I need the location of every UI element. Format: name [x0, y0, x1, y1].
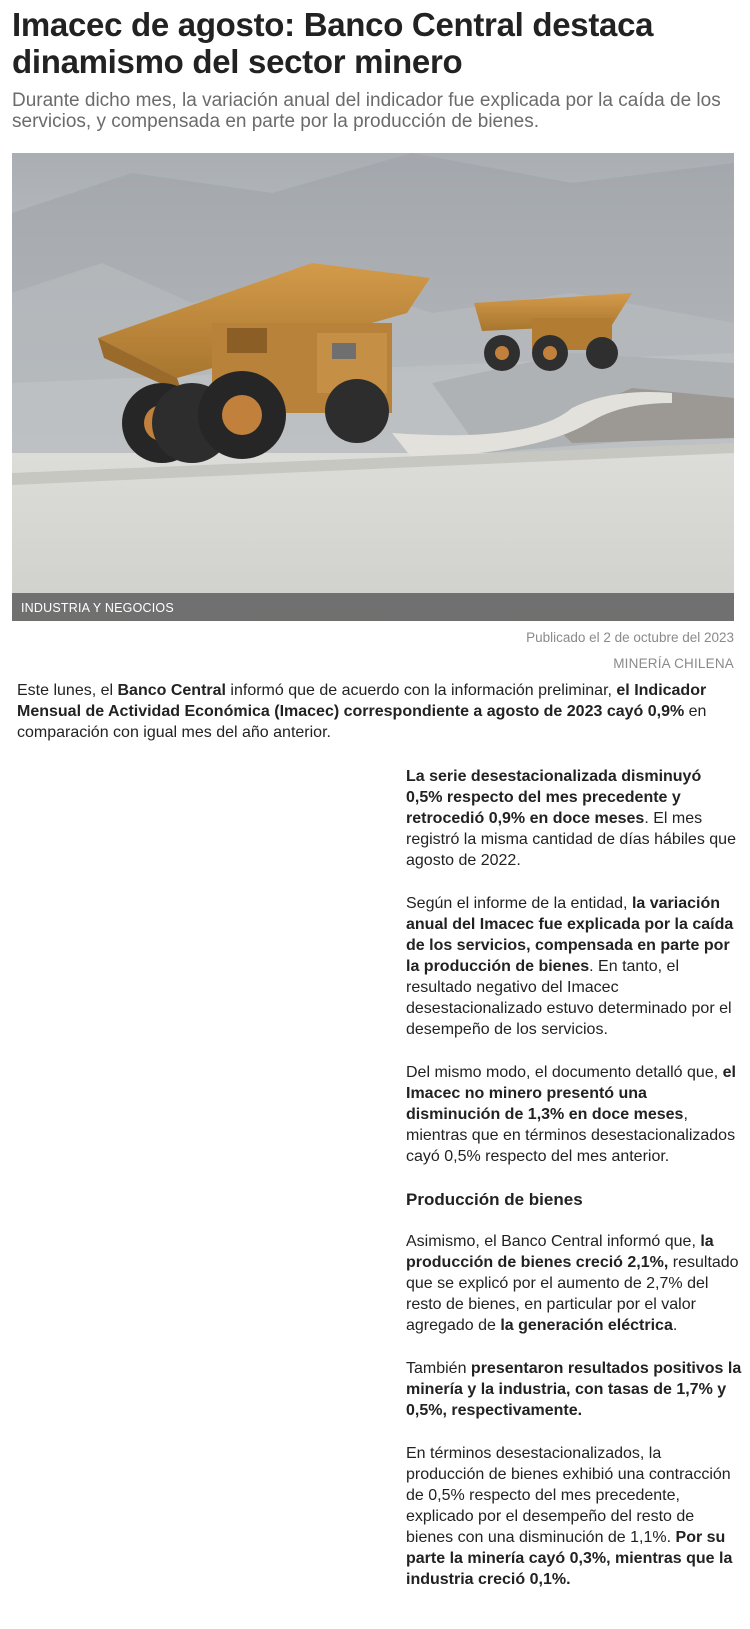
body-paragraph-4 [406, 1231, 742, 1336]
p2-bold: la variación anual del Imacec fue explicada por la caída de los servicios, compensada en parte por la producción de bienes [406, 895, 734, 975]
p1-bold: La serie desestacionalizada disminuyó 0,5% respecto del mes precedente y retrocedió 0,9% en doce meses [406, 768, 702, 827]
p2-text-1: Según el informe de la entidad, [406, 895, 632, 912]
p4-bold-2: la generación eléctrica [500, 1317, 673, 1334]
hero-image [12, 153, 734, 621]
category-label[interactable]: INDUSTRIA Y NEGOCIOS [21, 601, 174, 615]
source-label: MINERÍA CHILENA [613, 656, 734, 671]
p3-text-2: , mientras que en términos desestacionalizados cayó 0,5% respecto del mes anterior. [406, 1106, 736, 1165]
lead-text-1: Este lunes, el [17, 682, 118, 699]
article-title: Imacec de agosto: Banco Central destaca dinamismo del sector minero [12, 6, 654, 80]
publish-date: Publicado el 2 de octubre del 2023 [526, 630, 734, 645]
p4-text-2: resultado que se explicó por el aumento de 2,7% del resto de bienes, en particular por el valor agregado de [406, 1254, 739, 1334]
lead-bold-2: el Indicador Mensual de Actividad Económica (Imacec) correspondiente a agosto de 2023 cayó 0,9% [17, 682, 707, 720]
p4-text-1: Asimismo, el Banco Central informó que, [406, 1233, 701, 1250]
category-bar [12, 593, 734, 621]
p3-bold: el Imacec no minero presentó una disminución de 1,3% en doce meses [406, 1064, 736, 1123]
lead-text-2: informó que de acuerdo con la información preliminar, [225, 682, 617, 699]
p4-bold-1: la producción de bienes creció 2,1%, [406, 1233, 714, 1271]
lead-paragraph [17, 680, 735, 743]
p2-text-2: . En tanto, el resultado negativo del Imacec desestacionalizado estuvo determinado por el desempeño de los servicios. [406, 958, 732, 1038]
lead-bold-1: Banco Central [117, 682, 226, 699]
p5-text: También [406, 1360, 471, 1377]
lead-text-3: en comparación con igual mes del año anterior. [17, 703, 707, 741]
p5-bold: presentaron resultados positivos la minería y la industria, con tasas de 1,7% y 0,5%, respectivamente. [406, 1360, 742, 1419]
p6-bold: Por su parte la minería cayó 0,3%, mientras que la industria creció 0,1%. [406, 1529, 733, 1588]
p3-text-1: Del mismo modo, el documento detalló que, [406, 1064, 723, 1081]
p6-text: En términos desestacionalizados, la producción de bienes exhibió una contracción de 0,5% respecto del mes precedente, explicado por el desempeño del resto de bienes con una disminución de 1,1%. [406, 1445, 731, 1546]
body-paragraph-6 [406, 1443, 742, 1590]
body-paragraph-2 [406, 893, 742, 1040]
p4-text-3: . [672, 1317, 678, 1334]
p1-text: . El mes registró la misma cantidad de días hábiles que agosto de 2022. [406, 810, 736, 869]
article-body-column [406, 766, 742, 1612]
body-paragraph-1 [406, 766, 742, 871]
section-heading: Producción de bienes [406, 1190, 583, 1209]
body-paragraph-3 [406, 1062, 742, 1167]
mining-trucks-photo [12, 153, 734, 621]
body-paragraph-5 [406, 1358, 742, 1421]
article-subtitle: Durante dicho mes, la variación anual del indicador fue explicada por la caída de los servicios, y compensada en parte por la producción de bienes. [12, 90, 721, 132]
